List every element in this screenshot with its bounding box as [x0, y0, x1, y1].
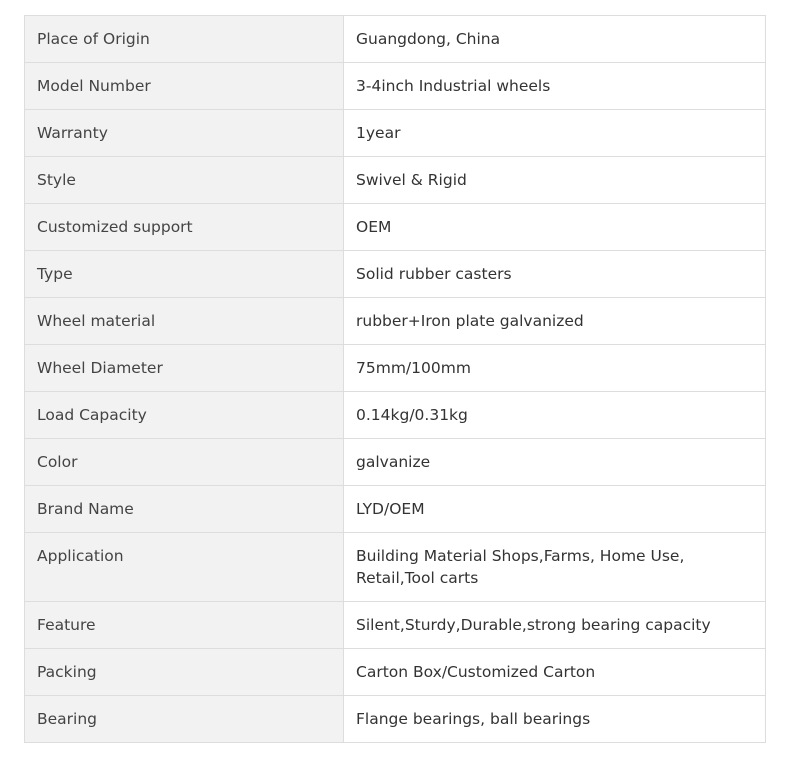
table-row — [25, 204, 766, 251]
spec-label: Style — [25, 157, 344, 204]
table-row — [25, 63, 766, 110]
table-row — [25, 696, 766, 743]
spec-label: Customized support — [25, 204, 344, 251]
table-row — [25, 392, 766, 439]
table-row — [25, 439, 766, 486]
table-row — [25, 486, 766, 533]
spec-value: OEM — [344, 204, 766, 251]
spec-label: Wheel Diameter — [25, 345, 344, 392]
spec-value: galvanize — [344, 439, 766, 486]
spec-value: rubber+Iron plate galvanized — [344, 298, 766, 345]
spec-label: Place of Origin — [25, 16, 344, 63]
spec-label: Load Capacity — [25, 392, 344, 439]
table-row — [25, 16, 766, 63]
spec-label: Wheel material — [25, 298, 344, 345]
spec-label: Warranty — [25, 110, 344, 157]
spec-value: 0.14kg/0.31kg — [344, 392, 766, 439]
spec-label: Application — [25, 533, 344, 602]
table-row — [25, 157, 766, 204]
spec-value: 1year — [344, 110, 766, 157]
spec-value: 3-4inch Industrial wheels — [344, 63, 766, 110]
table-row — [25, 533, 766, 602]
table-row — [25, 602, 766, 649]
spec-value: Swivel & Rigid — [344, 157, 766, 204]
spec-value: Silent,Sturdy,Durable,strong bearing capacity — [344, 602, 766, 649]
spec-value: Flange bearings, ball bearings — [344, 696, 766, 743]
table-row — [25, 298, 766, 345]
spec-value: Building Material Shops,Farms, Home Use, Retail,Tool carts — [344, 533, 766, 602]
table-row — [25, 110, 766, 157]
spec-label: Packing — [25, 649, 344, 696]
spec-label: Type — [25, 251, 344, 298]
spec-label: Feature — [25, 602, 344, 649]
spec-value: 75mm/100mm — [344, 345, 766, 392]
spec-label: Model Number — [25, 63, 344, 110]
table-row — [25, 345, 766, 392]
spec-value: Carton Box/Customized Carton — [344, 649, 766, 696]
spec-value: Guangdong, China — [344, 16, 766, 63]
table-row — [25, 649, 766, 696]
spec-label: Brand Name — [25, 486, 344, 533]
spec-table — [24, 15, 766, 743]
table-row — [25, 251, 766, 298]
spec-label: Bearing — [25, 696, 344, 743]
spec-label: Color — [25, 439, 344, 486]
spec-value: LYD/OEM — [344, 486, 766, 533]
spec-value: Solid rubber casters — [344, 251, 766, 298]
